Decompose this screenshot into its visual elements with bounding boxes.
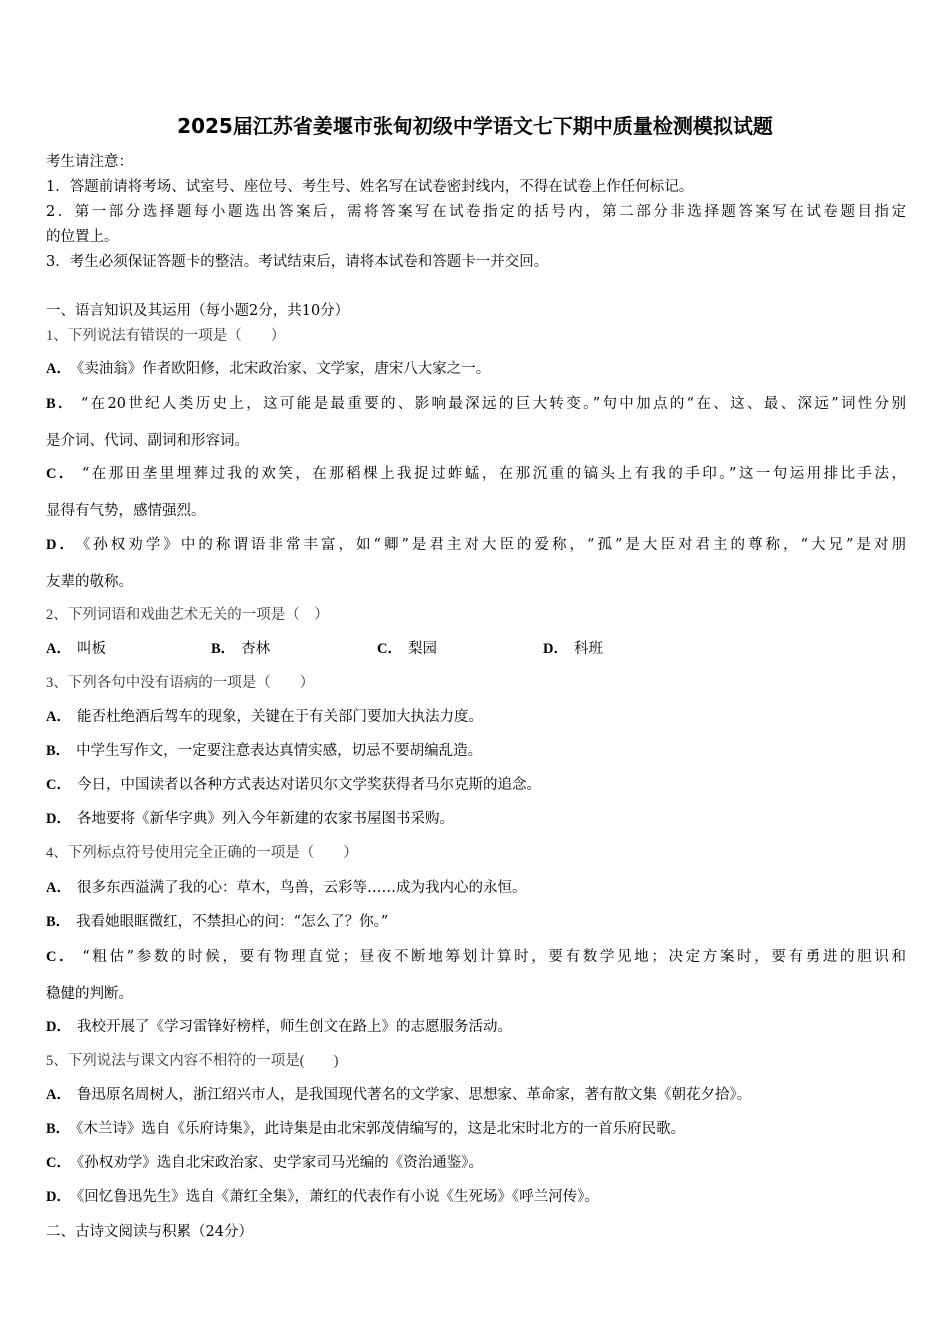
option-text: “在20世纪人类历史上，这可能是最重要的、影响最深远的巨大转变。”句中加点的“在、这、最、深远”词性分别 — [80, 396, 907, 412]
exam-title: 2025届江苏省姜堰市张甸初级中学语文七下期中质量检测模拟试题 — [177, 114, 773, 138]
question-3-option-a: A． 能否杜绝酒后驾车的现象，关键在于有关部门要加大执法力度。 — [46, 709, 483, 725]
option-label: B． — [46, 396, 75, 412]
question-2-stem: 2、下列词语和戏曲艺术无关的一项是（ ） — [46, 607, 329, 623]
option-label: C． — [46, 466, 76, 482]
question-4-option-b: B． 我看她眼眶微红，不禁担心的问：“怎么了？你。” — [46, 914, 389, 930]
question-5-option-b: B． 《木兰诗》选自《乐府诗集》，此诗集是由北宋郭茂倩编写的，这是北宋时北方的一首乐府民歌。 — [46, 1121, 686, 1137]
option-text: 《卖油翁》作者欧阳修，北宋政治家、文学家，唐宋八大家之一。 — [76, 361, 491, 377]
question-3-stem: 3、下列各句中没有语病的一项是（ ） — [46, 675, 315, 691]
question-2-option-c: C． 梨园 — [377, 641, 437, 657]
question-1-option-b — [46, 394, 906, 414]
question-1-stem: 1、下列说法有错误的一项是（ ） — [46, 328, 286, 344]
question-5-option-a: A． 鲁迅原名周树人，浙江绍兴市人，是我国现代著名的文学家、思想家、革命家，著有散文集《朝花夕拾》。 — [46, 1087, 752, 1103]
notice-item-2: 2．第一部分选择题每小题选出答案后，需将答案写在试卷指定的括号内，第二部分非选择题答案写在试卷题目指定 — [46, 204, 906, 220]
question-1-option-c-cont: 显得有气势，感情强烈。 — [46, 503, 206, 519]
question-2-option-b: B． 杏林 — [211, 641, 271, 657]
option-text: 《孙权劝学》中的称谓语非常丰富，如“卿”是君主对大臣的爱称，“孤”是大臣对君主的尊称，“大兄”是对朋 — [83, 537, 906, 553]
question-1-option-c — [46, 464, 906, 484]
option-text: “在那田垄里埋葬过我的欢笑，在那稻棵上我捉过蚱蜢，在那沉重的镐头上有我的手印。”这一句运用排比手法， — [81, 466, 906, 482]
option-label: D． — [46, 537, 78, 553]
section-2-heading: 二、古诗文阅读与积累（24分） — [46, 1224, 253, 1240]
notice-heading: 考生请注意： — [46, 154, 133, 170]
question-1-option-b-cont: 是介词、代词、副词和形容词。 — [46, 433, 249, 449]
question-5-option-c: C． 《孙权劝学》选自北宋政治家、史学家司马光编的《资治通鉴》。 — [46, 1155, 483, 1171]
question-4-option-c: C． “粗估”参数的时候，要有物理直觉；昼夜不断地筹划计算时，要有数学见地；决定方案时，要有勇进的胆识和 — [46, 949, 906, 965]
question-1-option-a — [46, 359, 490, 379]
question-4-option-c-cont: 稳健的判断。 — [46, 986, 133, 1002]
question-5-option-d: D． 《回忆鲁迅先生》选自《萧红全集》，萧红的代表作有小说《生死场》《呼兰河传》。 — [46, 1189, 599, 1205]
section-1-heading: 一、语言知识及其运用（每小题2分，共10分） — [46, 303, 350, 319]
notice-item-1: 1．答题前请将考场、试室号、座位号、考生号、姓名写在试卷密封线内，不得在试卷上作任何标记。 — [46, 179, 694, 195]
option-label: A． — [46, 361, 71, 377]
notice-item-3: 3．考生必须保证答题卡的整洁。考试结束后，请将本试卷和答题卡一并交回。 — [46, 254, 549, 270]
question-4-stem: 4、下列标点符号使用完全正确的一项是（ ） — [46, 845, 358, 861]
question-3-option-c: C． 今日，中国读者以各种方式表达对诺贝尔文学奖获得者马尔克斯的追念。 — [46, 777, 541, 793]
question-3-option-d: D． 各地要将《新华字典》列入今年新建的农家书屋图书采购。 — [46, 811, 454, 827]
question-5-stem: 5、下列说法与课文内容不相符的一项是( ) — [46, 1053, 339, 1069]
question-4-option-a: A． 很多东西溢满了我的心：草木，鸟兽，云彩等……成为我内心的永恒。 — [46, 880, 527, 896]
question-1-option-d — [46, 535, 906, 555]
notice-item-2-cont: 的位置上。 — [46, 229, 119, 245]
question-2-option-d: D． 科班 — [543, 641, 603, 657]
question-1-option-d-cont: 友辈的敬称。 — [46, 574, 133, 590]
question-3-option-b: B． 中学生写作文，一定要注意表达真情实感，切忌不要胡编乱造。 — [46, 743, 483, 759]
question-2-option-a: A． 叫板 — [46, 641, 106, 657]
question-4-option-d: D． 我校开展了《学习雷锋好榜样，师生创文在路上》的志愿服务活动。 — [46, 1019, 512, 1035]
